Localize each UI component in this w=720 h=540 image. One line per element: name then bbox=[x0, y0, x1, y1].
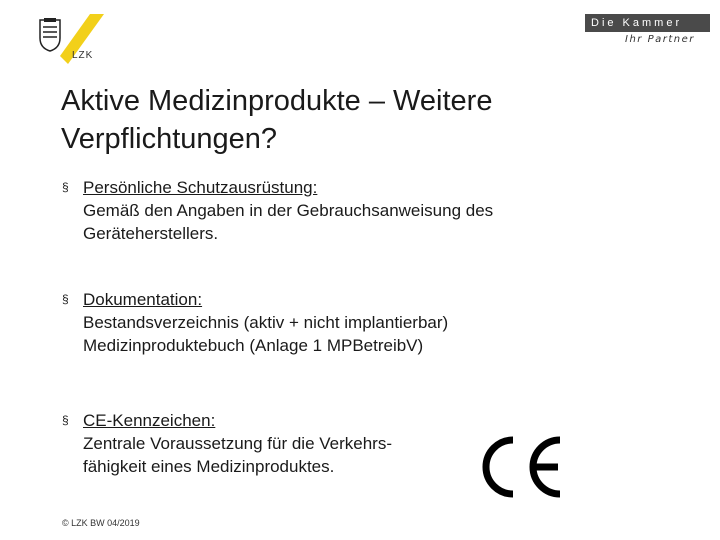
kammer-bar-text: Die Kammer bbox=[585, 14, 710, 32]
bullet-line: Medizinproduktebuch (Anlage 1 MPBetreibV) bbox=[83, 336, 424, 355]
slide-title-line-1: Aktive Medizinprodukte – Weitere bbox=[61, 85, 493, 117]
kammer-logo bbox=[585, 14, 710, 45]
bullet-line: Gemäß den Angaben in der Gebrauchsanweisung des bbox=[83, 201, 494, 220]
slide-title bbox=[61, 82, 661, 158]
bullet-line: Bestandsverzeichnis (aktiv + nicht implantierbar) bbox=[83, 313, 449, 332]
bullet-ce-marking bbox=[62, 409, 662, 478]
bullet-protective-equipment bbox=[62, 176, 662, 245]
bullet-marker: § bbox=[62, 292, 69, 306]
coat-of-arms-icon bbox=[38, 18, 62, 52]
bullet-line: fähigkeit eines Medizinproduktes. bbox=[83, 457, 335, 476]
lzk-logo-text: LZK bbox=[72, 50, 94, 61]
bullet-marker: § bbox=[62, 180, 69, 194]
bullet-list bbox=[62, 176, 662, 478]
lzk-logo bbox=[32, 14, 104, 64]
bullet-documentation bbox=[62, 288, 662, 357]
bullet-heading: Dokumentation: bbox=[83, 290, 203, 309]
bullet-line: Zentrale Voraussetzung für die Verkehrs- bbox=[83, 434, 392, 453]
bullet-heading: Persönliche Schutzausrüstung: bbox=[83, 178, 318, 197]
slide-title-line-2: Verpflichtungen? bbox=[61, 123, 278, 155]
ce-mark-icon bbox=[480, 434, 566, 500]
bullet-marker: § bbox=[62, 413, 69, 427]
bullet-heading: CE-Kennzeichen: bbox=[83, 411, 216, 430]
kammer-sub-text: Ihr Partner bbox=[625, 34, 695, 45]
bullet-line: Geräteherstellers. bbox=[83, 224, 219, 243]
footer-copyright: © LZK BW 04/2019 bbox=[62, 518, 140, 528]
